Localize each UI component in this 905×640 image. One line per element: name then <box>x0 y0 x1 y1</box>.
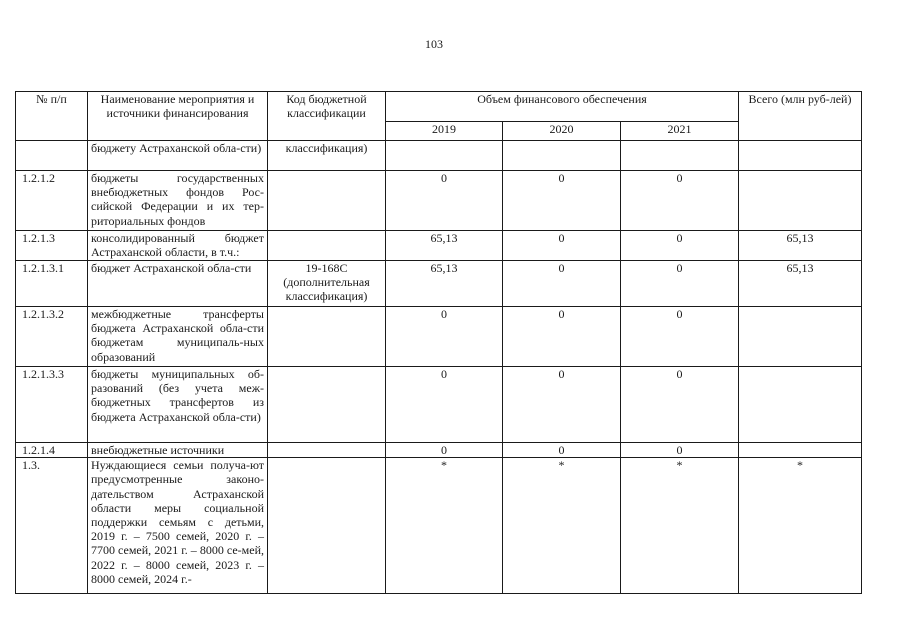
header-num: № п/п <box>16 92 88 141</box>
table-row <box>16 367 862 443</box>
row-total <box>739 367 862 443</box>
row-code: 19-168С (дополнительная классификация) <box>268 261 386 307</box>
row-code <box>268 458 386 594</box>
row-total: 65,13 <box>739 261 862 307</box>
table-row <box>16 261 862 307</box>
row-value-2021: 0 <box>621 443 739 458</box>
row-total: 65,13 <box>739 231 862 261</box>
row-value-2020: 0 <box>503 231 621 261</box>
row-value-2019: 65,13 <box>386 231 503 261</box>
row-total <box>739 307 862 367</box>
row-value-2019 <box>386 141 503 171</box>
row-number: 1.2.1.4 <box>16 443 88 458</box>
row-number: 1.2.1.3.2 <box>16 307 88 367</box>
row-number: 1.2.1.2 <box>16 171 88 231</box>
header-year-2021: 2021 <box>621 122 739 141</box>
table-row <box>16 443 862 458</box>
row-name: межбюджетные трансферты бюджета Астраханской обла-сти бюджетам муниципаль-ных образований <box>88 307 268 367</box>
row-value-2021: 0 <box>621 307 739 367</box>
row-code <box>268 443 386 458</box>
row-value-2021: * <box>621 458 739 594</box>
header-code: Код бюджетной классификации <box>268 92 386 141</box>
table-body <box>16 141 862 594</box>
row-name: консолидированный бюджет Астраханской области, в т.ч.: <box>88 231 268 261</box>
row-value-2020: * <box>503 458 621 594</box>
table-row <box>16 171 862 231</box>
row-value-2019: 0 <box>386 171 503 231</box>
row-value-2020: 0 <box>503 261 621 307</box>
header-year-2020: 2020 <box>503 122 621 141</box>
row-number: 1.2.1.3 <box>16 231 88 261</box>
table-row <box>16 141 862 171</box>
header-volume: Объем финансового обеспечения <box>386 92 739 122</box>
table-row <box>16 458 862 594</box>
row-total: * <box>739 458 862 594</box>
row-value-2019: 0 <box>386 307 503 367</box>
row-value-2019: * <box>386 458 503 594</box>
row-name: внебюджетные источники <box>88 443 268 458</box>
row-name: бюджет Астраханской обла-сти <box>88 261 268 307</box>
row-code <box>268 307 386 367</box>
row-value-2020: 0 <box>503 367 621 443</box>
row-value-2021: 0 <box>621 367 739 443</box>
row-value-2019: 65,13 <box>386 261 503 307</box>
row-code <box>268 231 386 261</box>
header-year-2019: 2019 <box>386 122 503 141</box>
row-number: 1.2.1.3.3 <box>16 367 88 443</box>
row-name: бюджеты государственных внебюджетных фондов Рос-сийской Федерации и их тер-риториальных фондов <box>88 171 268 231</box>
row-value-2020: 0 <box>503 171 621 231</box>
table-row <box>16 307 862 367</box>
row-total <box>739 171 862 231</box>
row-total <box>739 443 862 458</box>
row-number: 1.2.1.3.1 <box>16 261 88 307</box>
row-code: классификация) <box>268 141 386 171</box>
row-value-2019: 0 <box>386 443 503 458</box>
financing-table <box>15 91 862 594</box>
row-code <box>268 367 386 443</box>
row-value-2020: 0 <box>503 307 621 367</box>
row-value-2021: 0 <box>621 231 739 261</box>
row-code <box>268 171 386 231</box>
row-value-2020: 0 <box>503 443 621 458</box>
row-total <box>739 141 862 171</box>
header-name: Наименование мероприятия и источники финансирования <box>88 92 268 141</box>
row-number: 1.3. <box>16 458 88 594</box>
row-value-2019: 0 <box>386 367 503 443</box>
header-row-1 <box>16 92 862 122</box>
row-value-2021: 0 <box>621 171 739 231</box>
row-value-2020 <box>503 141 621 171</box>
row-number <box>16 141 88 171</box>
row-name: бюджету Астраханской обла-сти) <box>88 141 268 171</box>
page-number: 103 <box>425 37 443 51</box>
table-row <box>16 231 862 261</box>
row-value-2021: 0 <box>621 261 739 307</box>
row-name: Нуждающиеся семьи получа-ют предусмотренные законо-дательством Астраханской области меры социальной поддержки семьям с детьми, 2019 г. – 7500 семей, 2020 г. – 7700 семей, 2021 г. – 8000 се-мей, 2022 г. – 8000 семей, 2023 г. – 8000 семей, 2024 г.- <box>88 458 268 594</box>
row-name: бюджеты муниципальных об-разований (без учета меж-бюджетных трансфертов из бюджета Астраханской обла-сти) <box>88 367 268 443</box>
row-value-2021 <box>621 141 739 171</box>
header-total: Всего (млн руб-лей) <box>739 92 862 141</box>
